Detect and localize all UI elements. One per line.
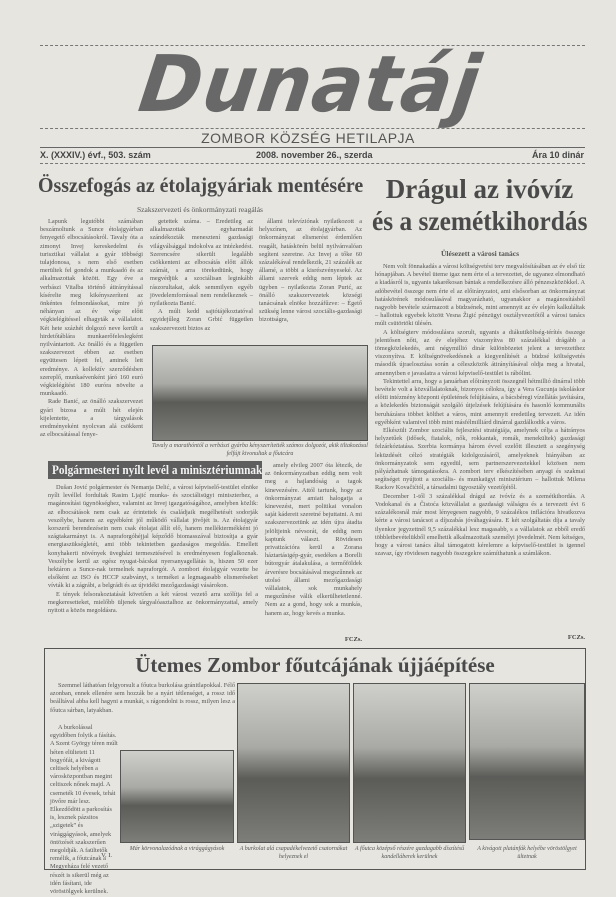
author-signature: FCZs. (567, 634, 585, 641)
photo-caption: A kivágott platánfák helyébe vöröstölgyet ültetnak (477, 846, 577, 860)
paragraph: A múlt kedd sajtótájékoztatóval egyidejűleg Zoran Grbić független szakszervezeti biztos az (150, 308, 253, 332)
article-subhead: Ülésezett a városi tanács (441, 249, 519, 258)
paragraph: amely elvileg 2007 óta létezik, de az önkormányzatban eddig nem volt meg a hajlandóság a tagok kinevezésére. Attól tartunk, hogy az önkormányzat amiatt halogatja a kinevezést, mert politikai vonalon saját kádereit szeretné bejuttatni. A mi szakszervezetünk az idén újra átadta jelöltjeink névsorát, de eddig nem kaptunk választ. Rövidesen privatizációra kerül a Zorana háztartásigép-gyár, esedékes a Borelli bútorgyár átalakulása, a termőföldek árverésre bocsátásával megszűnnek az utolsó állami mezőgazdasági vállalatok, sok munkahely megszűnése válik elkerülhetetlenné. Nem az a gond, hogy sok a munkás, hanem az, hogy kevés a munka. (265, 462, 362, 617)
article-headline (44, 655, 586, 676)
paragraph: Elkészült Zombor szociális fejlesztési stratégiája, amelynek célja a hátrányos helyzetűek (idősek, fiatalok, nők, rokkantak, romák, menekültek) gazdasági felzárkóztatása. Szerbia kormánya három évvel ezelőtt illesztett a szegénység leküzdését célzó stratégiák kidolgozásáról, amelyeknek hiányában az önkormányzatok sem egyedül, sem partnerszervezetekkel közösen nem pályázhatnak támogatásokra. A zombori terv elkészítésében anyagi és szakmai segítséget nyújtott a szociális- és munkaügyi minisztérium – hallottuk Milena Rackov Kovačićtól, a társadalmi ügyosztály vezetőjétől. (375, 427, 585, 492)
paragraph: getettek száma. – Eredetileg az alkalmazottak egyharmadát szándékozták menesztení gazdasági világválsággal indokolva az intézkedést. Szerencsére sikerült legalább csökkenteni az elbocsátás előtt állók számát, s arra törekedtünk, hogy megvédjük a szociálisan leginkább rászorultakat, akik semmilyen egyéb jövedelemforrással nem rendelkeznek – nyilatkozta Banić. (150, 218, 253, 308)
author-signature: FCZs. (344, 636, 362, 643)
rule (40, 163, 585, 164)
paragraph: Szemmel láthatóan felgyorsult a főutca burkolása gránitlapokkal. Félő azonban, ennek ellenére sem hozzák be a nyári tétlenséget, a rossz idő beálltával abba kell hagyni a munkát, s rágondolni is rossz, milyen lesz a főutca sárban, latyakban. (50, 682, 235, 714)
letter-headline (48, 461, 262, 479)
article-body (50, 682, 235, 724)
article-subhead: Szakszervezeti és önkormányzati reagálás (137, 205, 263, 214)
protest-photo (152, 345, 368, 441)
photo-caption: A főutca középső részére gazdagabb díszítésű kandelláberek kerülnek (354, 846, 465, 860)
headline-text: Drágul az ivóvíz (385, 174, 574, 204)
article-column (40, 218, 143, 456)
article-headline (38, 175, 363, 197)
author-signature: V. I. (101, 852, 112, 859)
flowerbed-photo (120, 750, 234, 843)
headline-line (372, 176, 587, 204)
article-body (50, 724, 118, 896)
newspaper-logo (133, 40, 487, 130)
letter-column (48, 484, 258, 644)
headline-text: Polgármesteri nyílt levél a minisztériumnak (52, 463, 263, 477)
street-lamp-photo (353, 683, 466, 843)
drainage-photo (237, 683, 350, 843)
article-headline (372, 176, 587, 236)
paragraph: Nem volt fönnakadás a városi költségvetési terv megvalósításában az év első tíz hónapjában. A bevétel üteme igaz nem érte el a tervezettet, de ugyanez elmondható a kiadásról is, ugyanis takarékosan bántak a rendelkezésre álló pénzeszközökkel. A adóbevétel összege nem érte el az előirányzatot, ami elsősorban az önkormányzat hatáskörének módosulásával magyarázható, ugyanakkor a magánosításból nagyobb bevétele származott a büdzsének, mint amennyit az év elején kalkuláltak – hallottuk egyebek között Vesna Žigić pénzügyi osztályvezetőtől a városi tanács múlt csütörtöki ülésén. (375, 263, 585, 328)
headline-text: és a szemétkihordás (372, 206, 588, 236)
article-column (259, 218, 362, 343)
issue-date: 2008. november 26., szerda (256, 150, 373, 160)
issue-number: X. (XXXIV.) évf., 503. szám (40, 150, 151, 160)
headline-text: Összefogás az étolajgyáriak mentésére (38, 173, 364, 197)
paragraph: Lapunk legutóbbi számában beszámoltunk a Sunce étolajgyárban fenyegető elbocsátásokról. Tavaly óta a zimonyi Invej kereskedelmi és turisztikai vállalat a gyár többségi tulajdonosa, s nem első esetben merültek fel gondok a munkaadó és az alkalmazottak között. Egy éve a verbászi Vitalba történő átirányítással kísérelte meg kikényszeríteni az önkéntes felmondásokat, mire jó néhányan az év vége előtt végkielégítéssel elhagyták a vállalatot. Két hete százhét dolgozó neve került a hirdetőtáblára munkaerőfeleslegként nyilvántartott. Az önálló és a független szakszervezet ebben az esetben együttesen lépett fel, aminek lett eredménye. A kollektív szerződésben szereplő, munkaévenként járó 160 euró végkielégítést 180 euróra növelte a munkaadó. (40, 218, 143, 398)
planting-photo (469, 683, 585, 840)
article-column (150, 218, 253, 343)
paragraph: A költségterv módosulásra szorult, ugyanis a diákutiköltség-térítés összege jelentősen nőtt, az év elejéhez viszonyítva 80 százalékkal drágább a tömegközlekedés, ami négymillió dinár különbözetet jelent a tervezetthez viszonyítva. E költségnövekedésnek a kiegyenlítését a büdzsé költségvetés második újraelosztása során a céleszközök átirányításával oldja meg a hivatal, amennyiben e javaslatra a városi képviselő-testület is rábólint. (375, 328, 585, 377)
paragraph: Tekintettel arra, hogy a januárban előirányzott összegnél hétmillió dinárral több bevétele volt a közvállalatoknak, bizonyos célokra, így a Vera Gucunja iskoláskor előtti intézmény központi épületének felújítására, a bácsbéregi vízellátás javítására, a közlekedés biztonságát szolgáló útjelzések felújítására és hasonló kommunális beruházásra többet költhet a város, mint amennyit eredetileg tervezett. Az idén egyébként valamivel több mint másfélmilliárd dinárral gazdálkodik a város. (375, 377, 585, 426)
photo-caption: A burkolat alá csapadékelvezető csatornákat helyeznek el (239, 846, 348, 860)
rule (40, 147, 585, 148)
rule (40, 128, 585, 129)
headline-text: Ütemes Zombor főutcájának újjáépítése (135, 653, 495, 677)
paragraph: December 1-től 3 százalékkal drágul az ivóvíz és a szemétkihordás. A Vodokanal és a Čistoća közvállalat a gazdasági válságra és a tervezett évi 6 százalékosnál már most lényegesen nagyobb, 9 százalékos inflációra hivatkozva kérte a városi tanácsot a díjszabás jóváhagyására. E két szolgáltatás díja a tavaly ilyenkor jegyzettnél 9,5 százalékkal lesz magasabb, s a vállalatok az ebből eredő többletbevételükből emelhetik alkalmazottaik személyi jövedelmét. Nem kétséges, hogy a városi tanács által támogatott kérelemre a képviselő-testület is igennel szavaz, így rövidesen nagyobb összegekre számíthatunk a számlákon. (375, 492, 585, 558)
paragraph: Dušan Jović polgármester és Nemanja Delić, a városi képviselő-testület elnöke nyílt levéllel fordultak Rasim Ljajić munka- és szociálisügyi miniszterhez, a magánosítási ügynökséghez, valamint az Invej igazgatóságához, amelyben közlik: az elbocsátások nem csak az érintettek és családjaik megélhetését sodorják veszélybe, hanem az egyébként jól működő vállalat jövőjét is. Az étolajgyár korszerű berendezésein nem csak étolajat állít elő, hanem melléktermékként jó szágtakarmányt is. A napraforgóhéjjal képződő biomasszával biztosítja a gyár energiaszükségletét, ami több tekintetben gazdaságos megoldás. Emellett konyhakerti növények üvegházi termesztésével is eredményesen foglalkoznak. Veszélybe kerül az egész nyugat-bácskai nyersanyagellátás is, hiszen 50 ezer hektáron a Sunce-nak termelnek napraforgót. A zombori étolajgyár vezette be elsőként az ISO és HCCP szabványt, s termékei a legmagasabb elismeréseket vívták ki a zágrábi, a belgrádi és az újvidéki mezőgazdasági vásárokon. (48, 484, 258, 590)
paragraph: Rade Banić, az önálló szakszervezet gyári bizosa a múlt hét elején kijelentette, a tárgyalások eredményeként nyolcvan alá csökkent az elbocsátással fenye- (40, 398, 143, 439)
paragraph: E tények felsorakoztatását követően a két városi vezető arra szólítja fel a megkeresetteket, mielőbb üljenek tárgyalóasztalhoz az önkormányzattal, amely nyitott a közös megoldásra. (48, 590, 258, 615)
photo-caption: Tavaly a marathóntól a verbászi gyárba kényszerítették számos dolgozót, akik tiltakozásul felfújt kivonultak a főutcára (152, 443, 368, 457)
letter-column (265, 462, 362, 634)
newspaper-subtitle: ZOMBOR KÖZSÉG HETILAPJA (201, 130, 415, 146)
photo-caption: Már körvonalazódnak a virággágyások (129, 846, 225, 852)
paragraph: A burkolással egyidőben folyik a fásítás. A Szent György téren múlt héten elültetett 11 bogyófát, a kivágott celtisek helyében a városközpontban megint celtiszek nőnek majd. A csemeték 10 évesek, tehát jövőre már lesz. Elkezdődött a parkosítás is, lesznek pázsitos „szigetek” és virággágyások, amelyek öntözését szakszerűen megoldják. A faültetők remélik, a főutcának a Megyeháza felé vezető részét is sikerül még az idén fásítani, ide vöröstölgyek kerülnek. (50, 724, 118, 896)
paragraph: állami televíziónak nyilatkozott a helyszínen, az étolajgyárban. Az önkormányzat elismerést érdemlően reagált, hatáskörén belül nyilvánvalóan segíteni szeretne. Az Invej a tőke 60 százalékával rendelkezik, 21 százalék az államé, a többi a kisrészvényeseké. Az állami szervek eddig nem léptek az ügyben – nyilatkozta Zoran Purić, az önálló szakszervezetek községi tanácsának elnöke hozzáfűzve: – Égető szükség lenne városi szociális-gazdasági bizottságra, (259, 218, 362, 324)
article-body (375, 263, 585, 632)
logo-text: Dunatáj (133, 40, 487, 130)
issue-price: Ára 10 dinár (531, 150, 584, 160)
headline-line (372, 208, 587, 236)
